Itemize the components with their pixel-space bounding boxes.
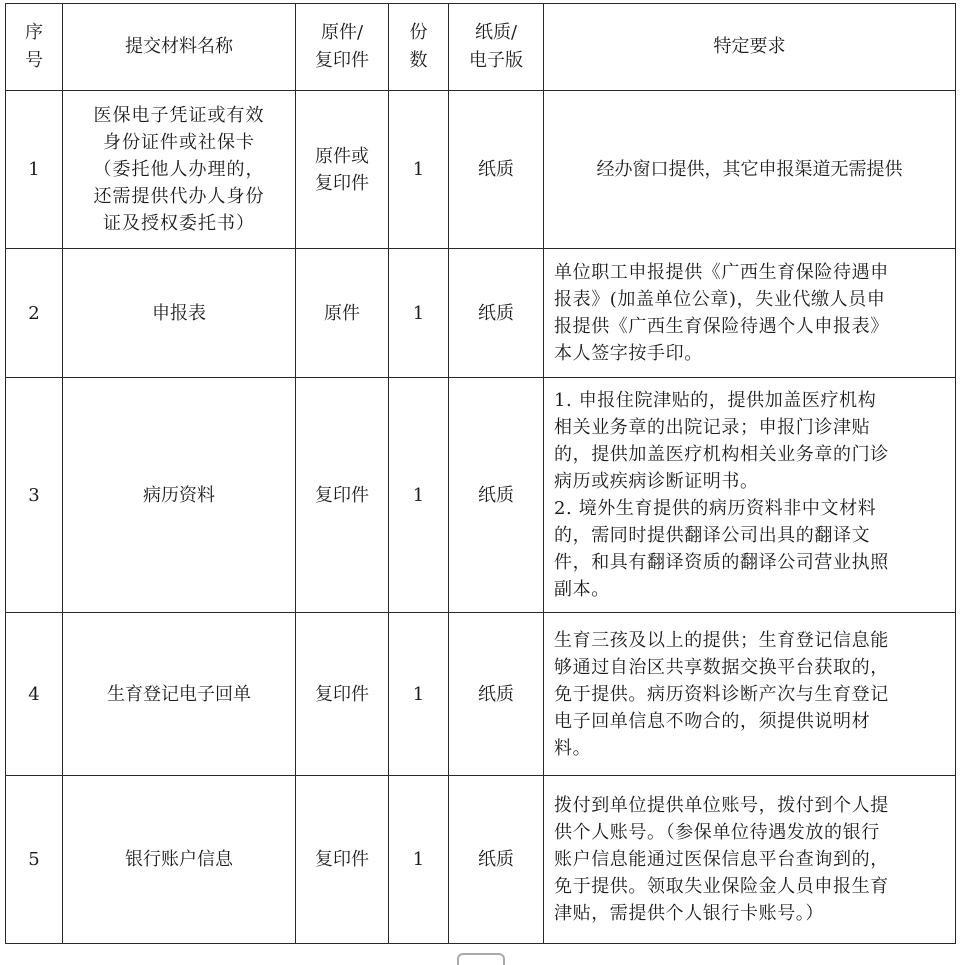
header-requirements: 特定要求 [544,4,956,91]
header-no: 序 号 [6,4,63,91]
header-row [6,4,956,91]
cell-no: 4 [6,613,63,776]
cell-medium: 纸质 [449,249,544,378]
header-name: 提交材料名称 [63,4,296,91]
cell-no: 5 [6,776,63,944]
cell-count: 1 [389,249,449,378]
cell-requirements: 单位职工申报提供《广西生育保险待遇申 报表》(加盖单位公章)，失业代缴人员申 报提供《广西生育保险待遇个人申报表》 本人签字按手印。 [544,249,956,378]
cell-count: 1 [389,776,449,944]
cell-original: 原件或 复印件 [296,91,389,249]
cell-no: 3 [6,378,63,613]
cell-medium: 纸质 [449,91,544,249]
cell-count: 1 [389,613,449,776]
cell-requirements: 1. 申报住院津贴的，提供加盖医疗机构 相关业务章的出院记录；申报门诊津贴 的，提供加盖医疗机构相关业务章的门诊 病历或疾病诊断证明书。 2. 境外生育提供的病历资料非中文材料 的，需同时提供翻译公司出具的翻译文 件，和具有翻译资质的翻译公司营业执照 副本。 [544,378,956,613]
cell-original: 复印件 [296,378,389,613]
header-original: 原件/ 复印件 [296,4,389,91]
cell-medium: 纸质 [449,776,544,944]
cell-requirements: 生育三孩及以上的提供；生育登记信息能 够通过自治区共享数据交换平台获取的， 免于提供。病历资料诊断产次与生育登记 电子回单信息不吻合的，须提供说明材 料。 [544,613,956,776]
cell-original: 复印件 [296,776,389,944]
header-count: 份 数 [389,4,449,91]
cell-name: 生育登记电子回单 [63,613,296,776]
cell-medium: 纸质 [449,378,544,613]
cell-name: 病历资料 [63,378,296,613]
cell-requirements: 拨付到单位提供单位账号，拨付到个人提 供个人账号。（参保单位待遇发放的银行 账户信息能通过医保信息平台查询到的， 免于提供。领取失业保险金人员申报生育 津贴，需提供个人银行卡账号。） [544,776,956,944]
cell-original: 原件 [296,249,389,378]
table-row [6,91,956,249]
table-row [6,378,956,613]
page-scroll-handle[interactable] [457,953,505,965]
cell-name: 申报表 [63,249,296,378]
table-row [6,249,956,378]
cell-count: 1 [389,378,449,613]
table-row [6,613,956,776]
cell-count: 1 [389,91,449,249]
table-row [6,776,956,944]
cell-name: 医保电子凭证或有效 身份证件或社保卡 （委托他人办理的， 还需提供代办人身份 证及授权委托书） [63,91,296,249]
cell-name: 银行账户信息 [63,776,296,944]
cell-requirements: 经办窗口提供，其它申报渠道无需提供 [544,91,956,249]
cell-original: 复印件 [296,613,389,776]
materials-table [5,3,956,944]
cell-no: 1 [6,91,63,249]
cell-no: 2 [6,249,63,378]
cell-medium: 纸质 [449,613,544,776]
header-medium: 纸质/ 电子版 [449,4,544,91]
